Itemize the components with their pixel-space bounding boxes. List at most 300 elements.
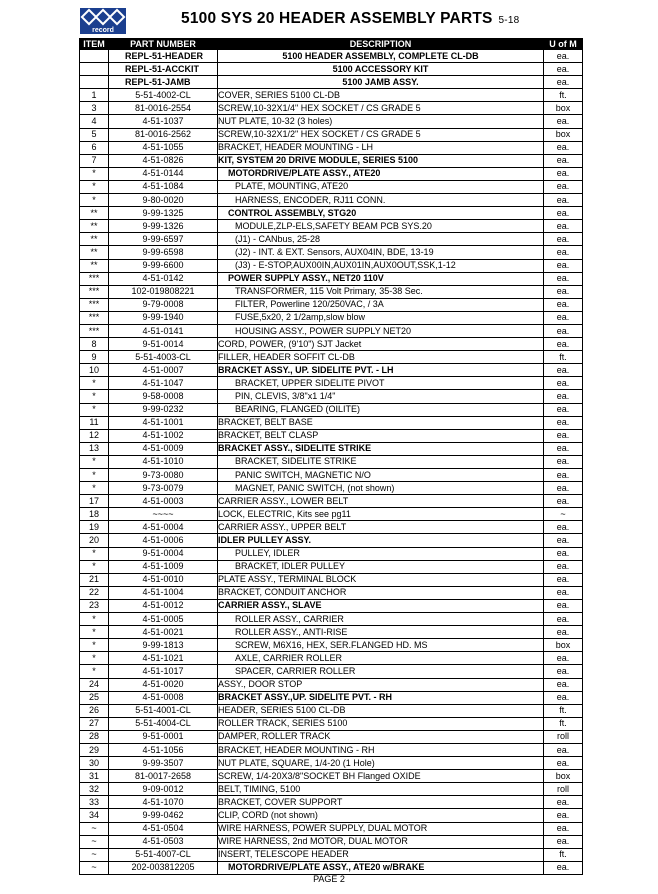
uom-cell: ~	[544, 508, 583, 521]
item-cell: ***	[80, 324, 109, 337]
description-cell: DAMPER, ROLLER TRACK	[218, 730, 544, 743]
item-cell: *	[80, 665, 109, 678]
uom-cell: ea.	[544, 416, 583, 429]
part-number-cell: 4-51-0008	[109, 691, 218, 704]
description-cell: BRACKET, SIDELITE STRIKE	[218, 455, 544, 468]
description-cell: BRACKET, COVER SUPPORT	[218, 796, 544, 809]
item-cell: *	[80, 167, 109, 180]
table-row	[80, 324, 583, 337]
uom-cell: box	[544, 770, 583, 783]
item-cell: 17	[80, 495, 109, 508]
description-cell: AXLE, CARRIER ROLLER	[218, 652, 544, 665]
column-header-uom: U of M	[544, 39, 583, 50]
table-row	[80, 770, 583, 783]
part-number-cell: 9-79-0008	[109, 298, 218, 311]
item-cell: *	[80, 469, 109, 482]
part-number-cell: 4-51-1056	[109, 743, 218, 756]
uom-cell: box	[544, 639, 583, 652]
uom-cell: ea.	[544, 626, 583, 639]
uom-cell: ea.	[544, 207, 583, 220]
item-cell: 18	[80, 508, 109, 521]
item-cell: 11	[80, 416, 109, 429]
page-title	[181, 10, 519, 28]
item-cell: 25	[80, 691, 109, 704]
page-footer: PAGE 2	[313, 874, 345, 884]
part-number-cell: 9-99-1813	[109, 639, 218, 652]
description-cell: BELT, TIMING, 5100	[218, 783, 544, 796]
uom-cell: ea.	[544, 63, 583, 76]
table-row	[80, 76, 583, 89]
part-number-cell: ~~~~	[109, 508, 218, 521]
table-row	[80, 351, 583, 364]
parts-table	[79, 38, 583, 875]
table-row	[80, 717, 583, 730]
record-logo-icon	[80, 8, 126, 34]
part-number-cell: 4-51-0020	[109, 678, 218, 691]
description-cell: NUT PLATE, SQUARE, 1/4-20 (1 Hole)	[218, 757, 544, 770]
item-cell: *	[80, 403, 109, 416]
table-row	[80, 442, 583, 455]
part-number-cell: 81-0016-2554	[109, 102, 218, 115]
table-row	[80, 730, 583, 743]
item-cell: ***	[80, 285, 109, 298]
part-number-cell: 5-51-4007-CL	[109, 848, 218, 861]
part-number-cell: 4-51-0141	[109, 324, 218, 337]
uom-cell: ea.	[544, 403, 583, 416]
uom-cell: ea.	[544, 796, 583, 809]
item-cell: **	[80, 233, 109, 246]
part-number-cell: 9-73-0079	[109, 482, 218, 495]
description-cell: BRACKET ASSY.,UP. SIDELITE PVT. - RH	[218, 691, 544, 704]
uom-cell: ea.	[544, 482, 583, 495]
uom-cell: ea.	[544, 560, 583, 573]
table-row	[80, 626, 583, 639]
part-number-cell: 4-51-1055	[109, 141, 218, 154]
table-row	[80, 757, 583, 770]
table-row	[80, 469, 583, 482]
table-row	[80, 180, 583, 193]
table-row	[80, 861, 583, 874]
uom-cell: roll	[544, 730, 583, 743]
table-row	[80, 364, 583, 377]
part-number-cell: 4-51-1009	[109, 560, 218, 573]
table-row	[80, 521, 583, 534]
description-cell: SCREW, M6X16, HEX, SER.FLANGED HD. MS	[218, 639, 544, 652]
table-row	[80, 377, 583, 390]
part-number-cell: 4-51-1084	[109, 180, 218, 193]
table-row	[80, 416, 583, 429]
description-cell: CONTROL ASSEMBLY, STG20	[218, 207, 544, 220]
table-row	[80, 573, 583, 586]
part-number-cell: 9-99-3507	[109, 757, 218, 770]
part-number-cell: 4-51-0012	[109, 599, 218, 612]
table-row	[80, 743, 583, 756]
table-row	[80, 586, 583, 599]
description-cell: (J1) - CANbus, 25-28	[218, 233, 544, 246]
uom-cell: ea.	[544, 272, 583, 285]
description-cell: BEARING, FLANGED (OILITE)	[218, 403, 544, 416]
part-number-cell: 4-51-0005	[109, 613, 218, 626]
part-number-cell: 4-51-0142	[109, 272, 218, 285]
item-cell: ***	[80, 311, 109, 324]
uom-cell: ea.	[544, 364, 583, 377]
item-cell: 8	[80, 338, 109, 351]
part-number-cell: 4-51-0003	[109, 495, 218, 508]
part-number-cell: 9-99-1940	[109, 311, 218, 324]
description-cell: MAGNET, PANIC SWITCH, (not shown)	[218, 482, 544, 495]
part-number-cell: 9-80-0020	[109, 194, 218, 207]
item-cell: **	[80, 246, 109, 259]
table-row	[80, 822, 583, 835]
item-cell: 13	[80, 442, 109, 455]
description-cell: 5100 JAMB ASSY.	[218, 76, 544, 89]
part-number-cell: 81-0017-2658	[109, 770, 218, 783]
item-cell: 34	[80, 809, 109, 822]
table-row	[80, 338, 583, 351]
part-number-cell: REPL-51-ACCKIT	[109, 63, 218, 76]
description-cell: PULLEY, IDLER	[218, 547, 544, 560]
part-number-cell: 9-99-6597	[109, 233, 218, 246]
part-number-cell: 9-99-0232	[109, 403, 218, 416]
table-row	[80, 429, 583, 442]
table-row	[80, 89, 583, 102]
part-number-cell: 4-51-0007	[109, 364, 218, 377]
table-row	[80, 141, 583, 154]
item-cell: 33	[80, 796, 109, 809]
uom-cell: ea.	[544, 586, 583, 599]
uom-cell: ea.	[544, 861, 583, 874]
part-number-cell: 5-51-4002-CL	[109, 89, 218, 102]
description-cell: ROLLER ASSY., CARRIER	[218, 613, 544, 626]
description-cell: ROLLER ASSY., ANTI-RISE	[218, 626, 544, 639]
description-cell: INSERT, TELESCOPE HEADER	[218, 848, 544, 861]
table-row	[80, 783, 583, 796]
uom-cell: ea.	[544, 154, 583, 167]
part-number-cell: 5-51-4001-CL	[109, 704, 218, 717]
description-cell: WIRE HARNESS, 2nd MOTOR, DUAL MOTOR	[218, 835, 544, 848]
uom-cell: ft.	[544, 89, 583, 102]
uom-cell: ea.	[544, 429, 583, 442]
description-cell: FILLER, HEADER SOFFIT CL-DB	[218, 351, 544, 364]
part-number-cell: 9-99-0462	[109, 809, 218, 822]
uom-cell: ea.	[544, 442, 583, 455]
description-cell: BRACKET, BELT CLASP	[218, 429, 544, 442]
uom-cell: ea.	[544, 324, 583, 337]
item-cell: **	[80, 259, 109, 272]
description-cell: SPACER, CARRIER ROLLER	[218, 665, 544, 678]
item-cell: 30	[80, 757, 109, 770]
uom-cell: ea.	[544, 311, 583, 324]
item-cell: ~	[80, 835, 109, 848]
table-row	[80, 259, 583, 272]
uom-cell: ea.	[544, 259, 583, 272]
part-number-cell: 9-99-6600	[109, 259, 218, 272]
column-header-item: ITEM	[80, 39, 109, 50]
item-cell: 31	[80, 770, 109, 783]
part-number-cell: 4-51-0004	[109, 521, 218, 534]
item-cell	[80, 50, 109, 63]
description-cell: PANIC SWITCH, MAGNETIC N/O	[218, 469, 544, 482]
part-number-cell: 81-0016-2562	[109, 128, 218, 141]
column-header-part-number: PART NUMBER	[109, 39, 218, 50]
uom-cell: box	[544, 128, 583, 141]
part-number-cell: 5-51-4004-CL	[109, 717, 218, 730]
uom-cell: ft.	[544, 848, 583, 861]
description-cell: COVER, SERIES 5100 CL-DB	[218, 89, 544, 102]
item-cell: 24	[80, 678, 109, 691]
description-cell: BRACKET, HEADER MOUNTING - RH	[218, 743, 544, 756]
uom-cell: ea.	[544, 809, 583, 822]
uom-cell: ea.	[544, 246, 583, 259]
table-row	[80, 220, 583, 233]
part-number-cell: 9-73-0080	[109, 469, 218, 482]
uom-cell: ea.	[544, 194, 583, 207]
table-row	[80, 639, 583, 652]
item-cell: **	[80, 220, 109, 233]
table-row	[80, 665, 583, 678]
item-cell: **	[80, 207, 109, 220]
description-cell: WIRE HARNESS, POWER SUPPLY, DUAL MOTOR	[218, 822, 544, 835]
table-row	[80, 599, 583, 612]
description-cell: SCREW,10-32X1/4" HEX SOCKET / CS GRADE 5	[218, 102, 544, 115]
item-cell: 1	[80, 89, 109, 102]
table-row	[80, 495, 583, 508]
uom-cell: ea.	[544, 495, 583, 508]
uom-cell: ea.	[544, 835, 583, 848]
uom-cell: ea.	[544, 141, 583, 154]
description-cell: BRACKET, CONDUIT ANCHOR	[218, 586, 544, 599]
uom-cell: ea.	[544, 180, 583, 193]
uom-cell: ft.	[544, 351, 583, 364]
description-cell: ASSY., DOOR STOP	[218, 678, 544, 691]
table-row	[80, 613, 583, 626]
description-cell: HEADER, SERIES 5100 CL-DB	[218, 704, 544, 717]
item-cell: 29	[80, 743, 109, 756]
item-cell: 21	[80, 573, 109, 586]
part-number-cell: 4-51-0144	[109, 167, 218, 180]
column-header-description: DESCRIPTION	[218, 39, 544, 50]
description-cell: BRACKET, BELT BASE	[218, 416, 544, 429]
item-cell: *	[80, 652, 109, 665]
part-number-cell: 4-51-0826	[109, 154, 218, 167]
item-cell: 19	[80, 521, 109, 534]
item-cell: 23	[80, 599, 109, 612]
item-cell: *	[80, 482, 109, 495]
uom-cell: ea.	[544, 298, 583, 311]
table-header	[80, 39, 583, 50]
table-row	[80, 508, 583, 521]
item-cell: ***	[80, 298, 109, 311]
description-cell: CORD, POWER, (9'10") SJT Jacket	[218, 338, 544, 351]
description-cell: (J3) - E-STOP,AUX00IN,AUX01IN,AUX0OUT,SSK,1-12	[218, 259, 544, 272]
part-number-cell: 4-51-0504	[109, 822, 218, 835]
table-row	[80, 102, 583, 115]
title-text: 5100 SYS 20 HEADER ASSEMBLY PARTS	[181, 10, 493, 27]
item-cell: ***	[80, 272, 109, 285]
uom-cell: ea.	[544, 599, 583, 612]
uom-cell: ea.	[544, 50, 583, 63]
part-number-cell: 4-51-0010	[109, 573, 218, 586]
item-cell: 28	[80, 730, 109, 743]
table-row	[80, 534, 583, 547]
description-cell: (J2) - INT. & EXT. Sensors, AUX04IN, BDE, 13-19	[218, 246, 544, 259]
description-cell: BRACKET, UPPER SIDELITE PIVOT	[218, 377, 544, 390]
part-number-cell: 4-51-1017	[109, 665, 218, 678]
table-row	[80, 390, 583, 403]
item-cell: 7	[80, 154, 109, 167]
item-cell: *	[80, 455, 109, 468]
uom-cell: roll	[544, 783, 583, 796]
item-cell: *	[80, 613, 109, 626]
table-row	[80, 285, 583, 298]
table-row	[80, 128, 583, 141]
table-row	[80, 167, 583, 180]
table-row	[80, 63, 583, 76]
description-cell: FUSE,5x20, 2 1/2amp,slow blow	[218, 311, 544, 324]
description-cell: NUT PLATE, 10-32 (3 holes)	[218, 115, 544, 128]
item-cell: *	[80, 639, 109, 652]
description-cell: MOTORDRIVE/PLATE ASSY., ATE20	[218, 167, 544, 180]
item-cell: *	[80, 626, 109, 639]
table-row	[80, 298, 583, 311]
uom-cell: ea.	[544, 743, 583, 756]
parts-table-body	[80, 50, 583, 875]
description-cell: IDLER PULLEY ASSY.	[218, 534, 544, 547]
item-cell: 9	[80, 351, 109, 364]
part-number-cell: REPL-51-HEADER	[109, 50, 218, 63]
table-row	[80, 704, 583, 717]
part-number-cell: 4-51-1037	[109, 115, 218, 128]
part-number-cell: 9-99-1326	[109, 220, 218, 233]
item-cell: 32	[80, 783, 109, 796]
part-number-cell: 4-51-1004	[109, 586, 218, 599]
part-number-cell: 4-51-0503	[109, 835, 218, 848]
uom-cell: ea.	[544, 652, 583, 665]
part-number-cell: 5-51-4003-CL	[109, 351, 218, 364]
description-cell: CARRIER ASSY., SLAVE	[218, 599, 544, 612]
uom-cell: ft.	[544, 717, 583, 730]
uom-cell: ea.	[544, 377, 583, 390]
description-cell: 5100 HEADER ASSEMBLY, COMPLETE CL-DB	[218, 50, 544, 63]
uom-cell: ea.	[544, 822, 583, 835]
part-number-cell: 9-51-0001	[109, 730, 218, 743]
uom-cell: ea.	[544, 691, 583, 704]
item-cell: 26	[80, 704, 109, 717]
description-cell: PLATE, MOUNTING, ATE20	[218, 180, 544, 193]
description-cell: BRACKET, IDLER PULLEY	[218, 560, 544, 573]
uom-cell: ea.	[544, 338, 583, 351]
part-number-cell: 4-51-1002	[109, 429, 218, 442]
uom-cell: ea.	[544, 233, 583, 246]
table-row	[80, 691, 583, 704]
item-cell: 3	[80, 102, 109, 115]
table-row	[80, 50, 583, 63]
description-cell: MODULE,ZLP-ELS,SAFETY BEAM PCB SYS.20	[218, 220, 544, 233]
description-cell: PLATE ASSY., TERMINAL BLOCK	[218, 573, 544, 586]
item-cell: 4	[80, 115, 109, 128]
part-number-cell: 9-99-1325	[109, 207, 218, 220]
part-number-cell: 4-51-0009	[109, 442, 218, 455]
item-cell: ~	[80, 861, 109, 874]
svg-text:record: record	[92, 27, 114, 34]
part-number-cell: 4-51-0021	[109, 626, 218, 639]
part-number-cell: 9-58-0008	[109, 390, 218, 403]
part-number-cell: 9-51-0014	[109, 338, 218, 351]
item-cell: ~	[80, 822, 109, 835]
table-row	[80, 403, 583, 416]
table-row	[80, 115, 583, 128]
uom-cell: ea.	[544, 167, 583, 180]
item-cell: *	[80, 194, 109, 207]
uom-cell: box	[544, 102, 583, 115]
uom-cell: ea.	[544, 285, 583, 298]
uom-cell: ea.	[544, 573, 583, 586]
part-number-cell: 4-51-1010	[109, 455, 218, 468]
item-cell: *	[80, 560, 109, 573]
uom-cell: ea.	[544, 115, 583, 128]
description-cell: BRACKET, HEADER MOUNTING - LH	[218, 141, 544, 154]
part-number-cell: 4-51-1070	[109, 796, 218, 809]
description-cell: FILTER, Powerline 120/250VAC, / 3A	[218, 298, 544, 311]
item-cell: 5	[80, 128, 109, 141]
table-row	[80, 311, 583, 324]
description-cell: 5100 ACCESSORY KIT	[218, 63, 544, 76]
uom-cell: ea.	[544, 521, 583, 534]
description-cell: KIT, SYSTEM 20 DRIVE MODULE, SERIES 5100	[218, 154, 544, 167]
table-row	[80, 796, 583, 809]
uom-cell: ea.	[544, 390, 583, 403]
description-cell: BRACKET ASSY., UP. SIDELITE PVT. - LH	[218, 364, 544, 377]
description-cell: PIN, CLEVIS, 3/8"x1 1/4"	[218, 390, 544, 403]
item-cell: ~	[80, 848, 109, 861]
description-cell: HOUSING ASSY., POWER SUPPLY NET20	[218, 324, 544, 337]
item-cell: *	[80, 377, 109, 390]
item-cell: 12	[80, 429, 109, 442]
item-cell: 20	[80, 534, 109, 547]
uom-cell: ea.	[544, 665, 583, 678]
description-cell: CLIP, CORD (not shown)	[218, 809, 544, 822]
table-row	[80, 233, 583, 246]
uom-cell: ea.	[544, 757, 583, 770]
uom-cell: ea.	[544, 547, 583, 560]
description-cell: BRACKET ASSY., SIDELITE STRIKE	[218, 442, 544, 455]
table-row	[80, 482, 583, 495]
uom-cell: ea.	[544, 469, 583, 482]
title-code: 5-18	[498, 15, 520, 26]
description-cell: CARRIER ASSY., LOWER BELT	[218, 495, 544, 508]
uom-cell: ea.	[544, 76, 583, 89]
item-cell: 10	[80, 364, 109, 377]
item-cell: *	[80, 390, 109, 403]
description-cell: ROLLER TRACK, SERIES 5100	[218, 717, 544, 730]
description-cell: POWER SUPPLY ASSY., NET20 110V	[218, 272, 544, 285]
description-cell: LOCK, ELECTRIC, Kits see pg11	[218, 508, 544, 521]
table-row	[80, 455, 583, 468]
part-number-cell: REPL-51-JAMB	[109, 76, 218, 89]
table-row	[80, 848, 583, 861]
uom-cell: ea.	[544, 455, 583, 468]
record-logo	[80, 8, 126, 34]
part-number-cell: 102-019808221	[109, 285, 218, 298]
item-cell: *	[80, 547, 109, 560]
table-row	[80, 246, 583, 259]
item-cell: 22	[80, 586, 109, 599]
uom-cell: ea.	[544, 678, 583, 691]
table-row	[80, 207, 583, 220]
part-number-cell: 4-51-0006	[109, 534, 218, 547]
description-cell: TRANSFORMER, 115 Volt Primary, 35-38 Sec.	[218, 285, 544, 298]
table-row	[80, 547, 583, 560]
